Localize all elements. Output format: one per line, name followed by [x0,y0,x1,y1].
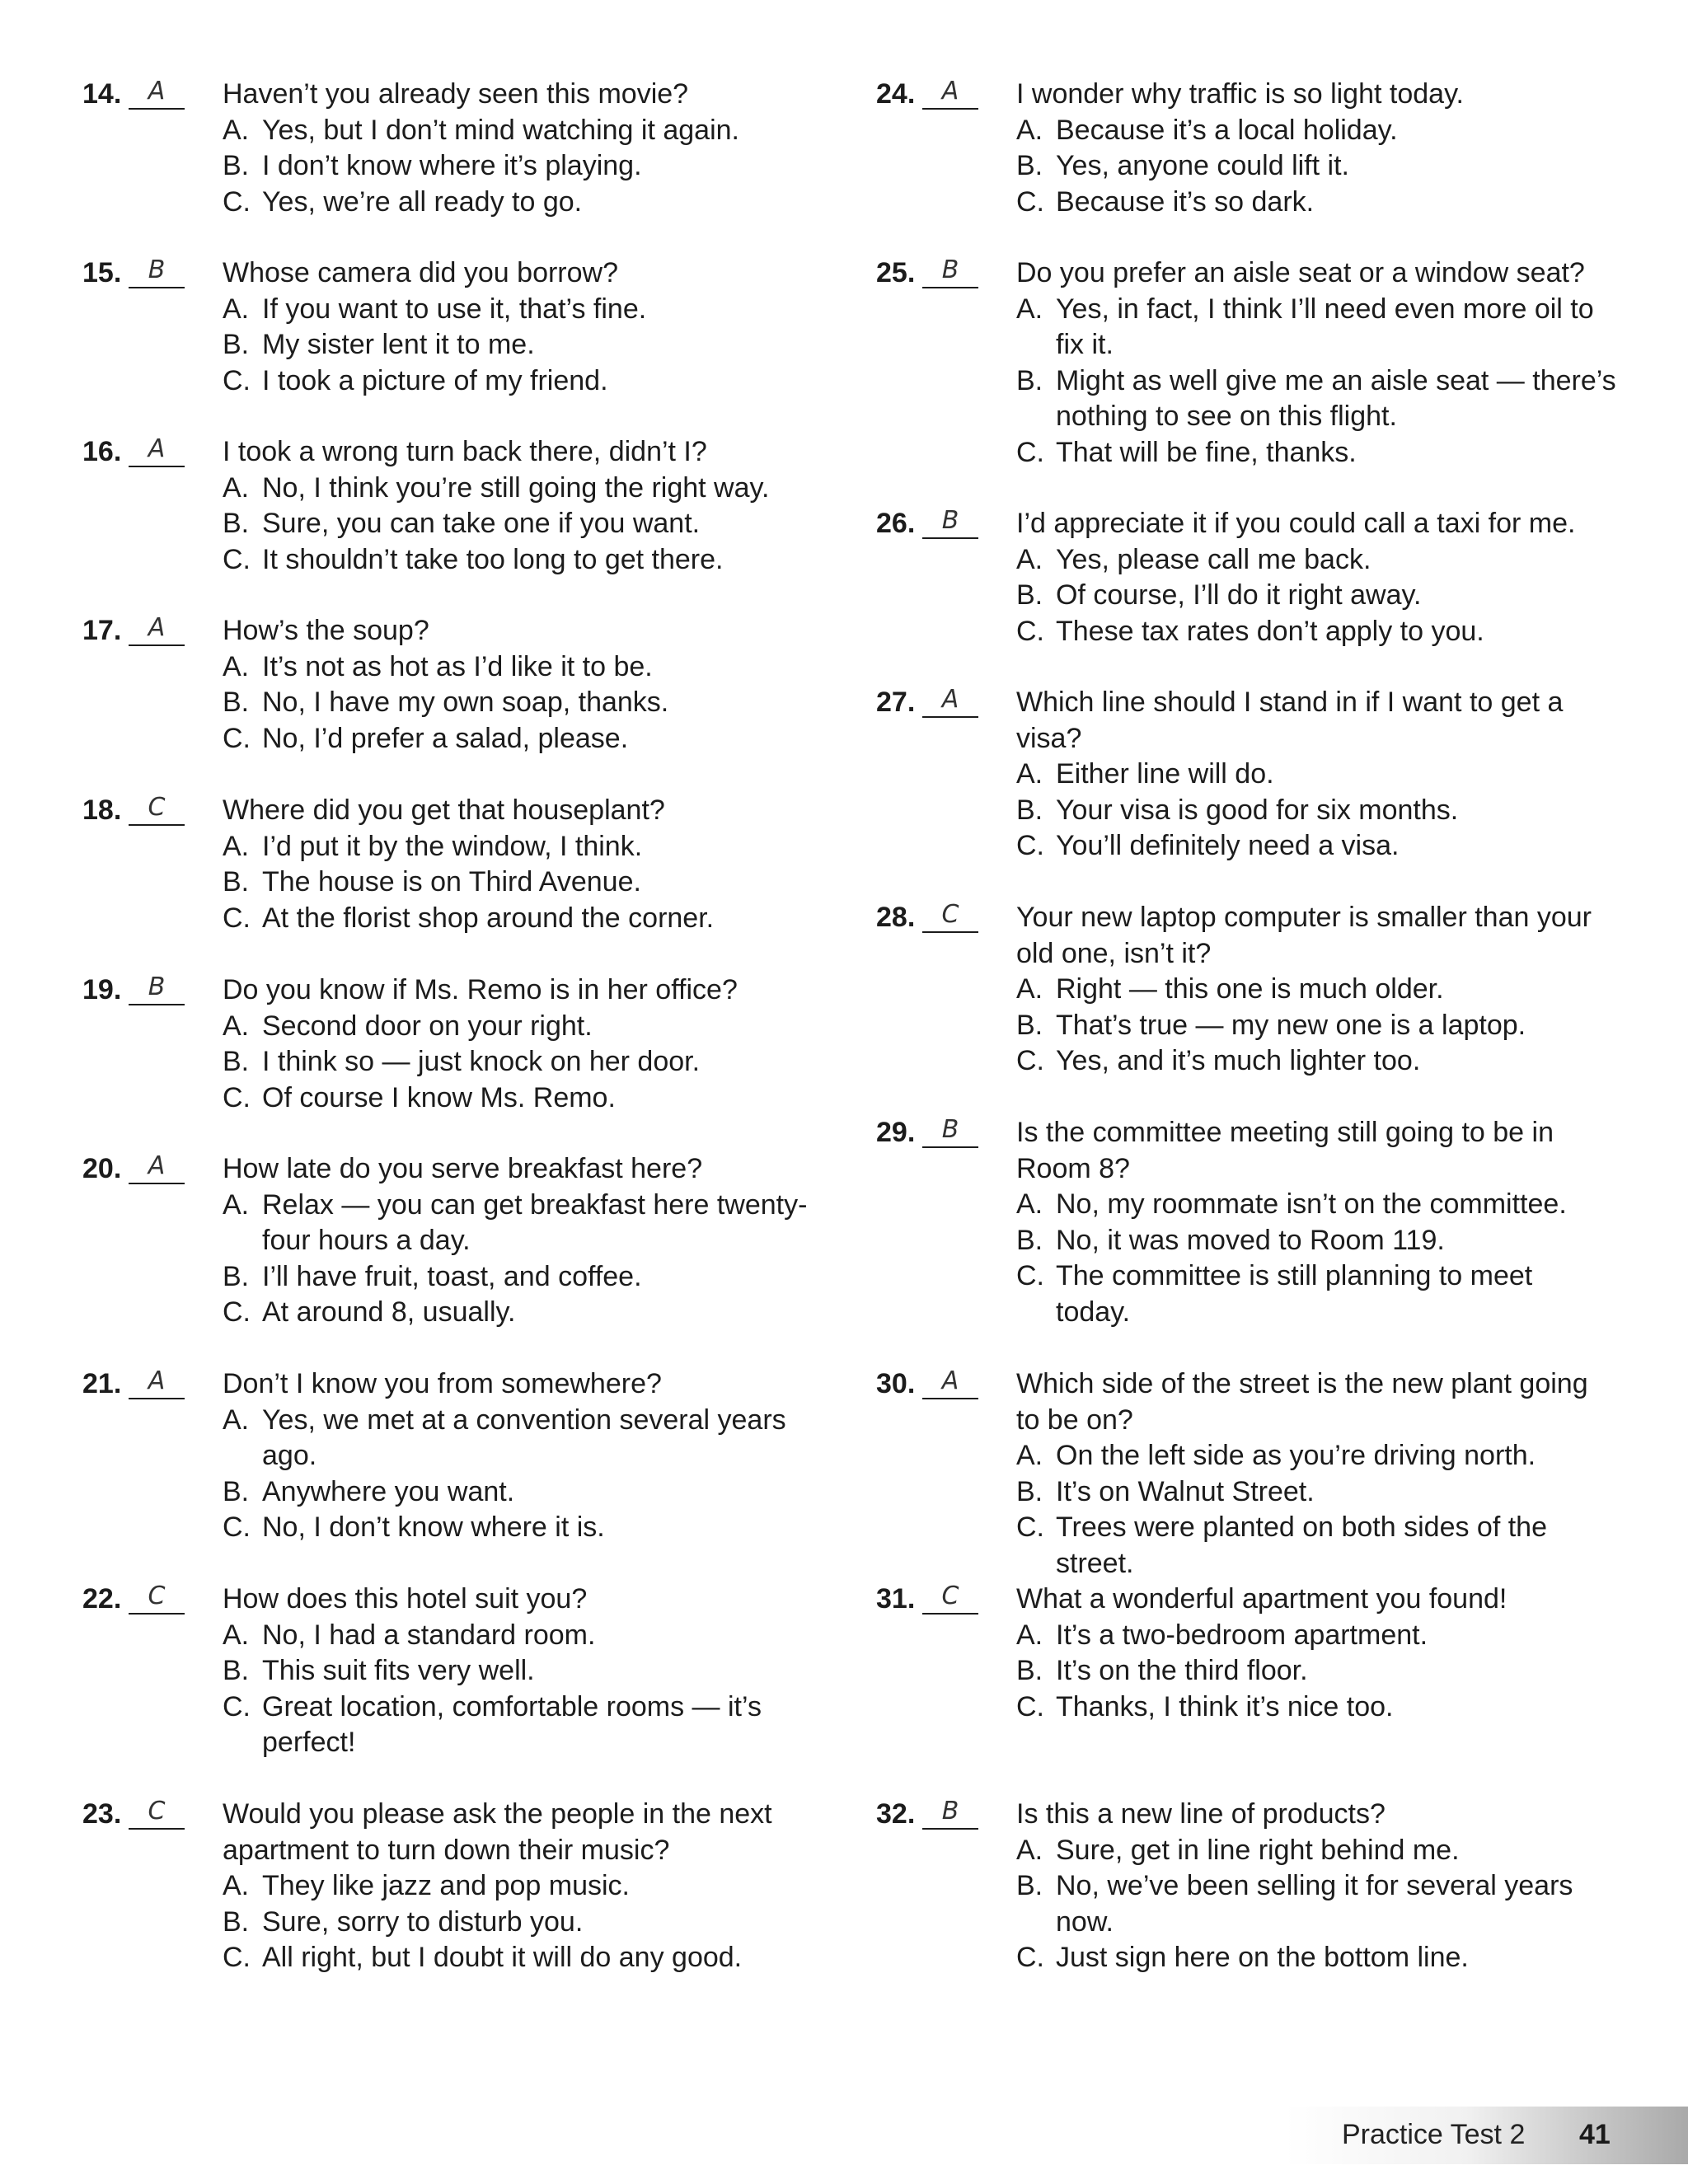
question-text: Your new laptop computer is smaller than your [1016,902,1592,933]
answer-option [876,793,1634,829]
option-letter: B. [223,1905,250,1938]
answer-blank[interactable]: B [922,506,978,539]
answer-option [876,1258,1634,1330]
option-letter: B. [223,687,250,718]
answer-option [82,471,824,507]
option-letter: C. [1016,1690,1044,1722]
option-text: No, I have my own soap, thanks. [262,687,669,718]
option-letter: A. [1016,543,1043,575]
option-letter: A. [223,1010,250,1042]
answer-option [82,1044,824,1080]
answer-option [876,363,1634,435]
answer-blank[interactable]: B [922,1797,978,1830]
option-text: Right — this one is much older. [1056,973,1444,1005]
answer-option [82,901,824,937]
answer-option [82,1474,824,1511]
question-item [82,613,824,757]
option-text: At around 8, usually. [262,1296,516,1328]
answer-option [82,1259,824,1296]
question-text-continued: apartment to turn down their music? [223,1834,670,1866]
question-number: 28. [876,902,916,933]
option-letter: C. [223,1511,251,1543]
option-letter: B. [223,1260,250,1292]
answer-option [82,1905,824,1941]
option-text: That’s true — my new one is a laptop. [1056,1009,1526,1041]
answer-blank[interactable]: A [129,1151,185,1184]
option-letter: B. [1016,579,1043,611]
answer-option [876,1043,1634,1080]
option-letter: A. [1016,1834,1043,1866]
question-number: 18. [82,794,122,826]
option-letter: A. [223,830,250,862]
option-letter: C. [1016,1511,1044,1543]
option-letter: B. [1016,1224,1043,1256]
option-letter: A. [223,1404,250,1436]
question-text-continued: Room 8? [1016,1152,1130,1184]
answer-blank[interactable]: A [922,685,978,718]
option-letter: A. [223,1188,250,1221]
question-item [82,972,824,1116]
option-letter: A. [1016,973,1043,1005]
question-header [82,1366,824,1403]
question-number: 21. [82,1368,122,1399]
option-text: These tax rates don’t apply to you. [1056,615,1484,647]
question-item [876,255,1634,471]
question-header [876,1797,1634,1833]
question-header [82,77,824,113]
answer-option [82,721,824,757]
option-text: Yes, anyone could lift it. [1056,150,1349,181]
option-letter: C. [1016,436,1044,468]
option-text: I’ll have fruit, toast, and coffee. [262,1260,642,1292]
option-text: I’d put it by the window, I think. [262,830,643,862]
question-text: Do you prefer an aisle seat or a window seat? [1016,257,1585,288]
option-letter: C. [1016,185,1044,218]
answer-option [82,113,824,149]
option-text: They like jazz and pop music. [262,1870,630,1901]
answer-blank[interactable]: C [922,1582,978,1615]
answer-option [876,1008,1634,1044]
answer-blank[interactable]: B [922,1115,978,1148]
question-number: 26. [876,508,916,539]
question-number: 30. [876,1368,916,1399]
option-letter: B. [223,150,250,181]
option-text: ago. [262,1440,317,1471]
answer-option [82,1940,824,1976]
question-text: I wonder why traffic is so light today. [1016,78,1464,110]
option-letter: B. [1016,1009,1043,1041]
option-text: Great location, comfortable rooms — it’s [262,1690,762,1722]
question-number: 29. [876,1117,916,1148]
option-text: No, my roommate isn’t on the committee. [1056,1188,1567,1220]
answer-option [876,1940,1634,1976]
option-text: Sure, get in line right behind me. [1056,1834,1460,1866]
option-text: No, it was moved to Room 119. [1056,1224,1445,1256]
option-letter: C. [223,1690,251,1722]
option-letter: A. [1016,293,1043,325]
question-number: 17. [82,615,122,646]
question-item [876,77,1634,220]
answer-option [876,1223,1634,1259]
question-header [876,1366,1634,1403]
question-header [82,255,824,292]
option-letter: B. [223,1046,250,1077]
question-number: 27. [876,687,916,718]
option-text: today. [1056,1296,1131,1328]
option-letter: C. [1016,615,1044,647]
question-text: I’d appreciate it if you could call a taxi for me. [1016,508,1576,539]
question-header [82,1582,824,1618]
answer-option [876,185,1634,221]
option-letter: A. [223,1870,250,1901]
answer-option [82,1618,824,1654]
answer-option [82,542,824,579]
option-letter: C. [223,364,251,396]
answer-blank[interactable]: B [129,255,185,288]
option-text: The committee is still planning to meet [1056,1260,1533,1291]
option-text: No, I don’t know where it is. [262,1511,605,1543]
answer-blank[interactable]: A [129,434,185,467]
option-text: four hours a day. [262,1225,471,1256]
option-text: It’s not as hot as I’d like it to be. [262,650,653,682]
option-text: This suit fits very well. [262,1655,535,1686]
question-header [876,685,1634,721]
answer-blank[interactable]: A [129,1366,185,1399]
answer-blank[interactable]: C [129,793,185,826]
question-number: 15. [82,257,122,288]
question-number: 25. [876,257,916,288]
question-number: 16. [82,436,122,467]
option-text: nothing to see on this flight. [1056,401,1397,432]
option-text: No, I’d prefer a salad, please. [262,722,629,754]
answer-option [876,1510,1634,1582]
option-text: The house is on Third Avenue. [262,866,641,898]
option-text: Yes, we’re all ready to go. [262,185,583,218]
option-text: Might as well give me an aisle seat — there’s [1056,364,1616,396]
question-text: Do you know if Ms. Remo is in her office? [223,974,738,1005]
option-letter: B. [1016,1870,1043,1901]
question-header [82,793,824,829]
answer-option [876,578,1634,614]
option-text: My sister lent it to me. [262,329,535,360]
answer-option [876,1474,1634,1511]
question-item [876,506,1634,649]
option-letter: C. [1016,1260,1044,1291]
question-item [876,1797,1634,1976]
question-header [876,900,1634,936]
question-header [876,1115,1634,1151]
option-text: Yes, and it’s much lighter too. [1056,1045,1421,1076]
option-text: perfect! [262,1727,356,1758]
question-header [82,434,824,471]
question-header [876,77,1634,113]
answer-option [876,757,1634,793]
question-header [82,1797,824,1833]
option-letter: B. [223,1655,250,1686]
question-text: Is this a new line of products? [1016,1798,1386,1830]
question-number: 23. [82,1798,122,1830]
answer-option [82,865,824,901]
option-letter: A. [223,1619,250,1651]
answer-option [876,1690,1634,1726]
answer-option [82,292,824,328]
question-item [876,1115,1634,1330]
option-text: Anywhere you want. [262,1475,515,1507]
question-item [82,77,824,220]
option-text: Yes, we met at a convention several years [262,1404,786,1436]
answer-option [82,506,824,542]
question-item [82,434,824,578]
option-text: Sure, sorry to disturb you. [262,1905,584,1938]
option-letter: A. [1016,1188,1043,1220]
option-text: Trees were planted on both sides of the [1056,1511,1547,1543]
option-letter: C. [1016,830,1044,861]
answer-option [82,148,824,185]
answer-option [82,649,824,686]
option-letter: C. [223,1081,251,1113]
answer-blank[interactable]: A [129,613,185,646]
answer-blank[interactable]: B [129,972,185,1005]
answer-option [876,972,1634,1008]
answer-option [82,363,824,400]
answer-option [876,1868,1634,1940]
question-text: Whose camera did you borrow? [223,257,619,288]
question-item [876,685,1634,865]
answer-blank[interactable]: A [922,77,978,110]
option-letter: C. [223,543,251,575]
option-text: It shouldn’t take too long to get there. [262,543,724,575]
option-text: now. [1056,1905,1114,1938]
option-letter: B. [1016,364,1043,396]
answer-option [82,1510,824,1546]
question-text: I took a wrong turn back there, didn’t I? [223,436,707,467]
answer-blank[interactable]: C [129,1797,185,1830]
option-letter: A. [1016,1619,1043,1651]
option-letter: B. [1016,1475,1043,1507]
option-letter: C. [1016,1942,1044,1973]
answer-option [876,614,1634,650]
answer-option [876,113,1634,149]
option-text: Relax — you can get breakfast here twenty- [262,1188,808,1221]
option-letter: B. [223,329,250,360]
option-text: It’s a two-bedroom apartment. [1056,1619,1428,1651]
answer-option [82,1295,824,1331]
option-text: Either line will do. [1056,758,1274,790]
option-text: At the florist shop around the corner. [262,902,715,934]
answer-option [876,1653,1634,1690]
answer-option [82,1403,824,1474]
answer-option [82,685,824,721]
option-letter: A. [223,293,250,325]
option-text: I don’t know where it’s playing. [262,150,642,181]
option-text: Yes, please call me back. [1056,543,1372,575]
answer-option [876,542,1634,579]
answer-blank[interactable]: B [922,255,978,288]
option-letter: C. [223,1942,251,1973]
option-text: It’s on Walnut Street. [1056,1475,1315,1507]
option-text: Of course, I’ll do it right away. [1056,579,1422,611]
answer-option [876,435,1634,471]
question-text-continued: to be on? [1016,1404,1133,1436]
question-text: Don’t I know you from somewhere? [223,1368,662,1399]
question-header [82,1151,824,1188]
option-letter: B. [1016,150,1043,181]
option-letter: A. [223,471,250,504]
option-text: I think so — just knock on her door. [262,1046,701,1077]
option-letter: A. [223,650,250,682]
question-item [82,255,824,399]
option-text: Sure, you can take one if you want. [262,508,701,539]
question-text-continued: visa? [1016,722,1082,754]
answer-option [876,292,1634,363]
option-letter: B. [223,866,250,898]
answer-option [876,1833,1634,1869]
answer-option [876,148,1634,185]
question-item [82,1366,824,1546]
option-letter: B. [223,1475,250,1507]
question-text: Where did you get that houseplant? [223,794,665,826]
answer-option [876,1438,1634,1474]
answer-option [82,1868,824,1905]
option-text: I took a picture of my friend. [262,364,608,396]
option-text: All right, but I doubt it will do any good. [262,1942,743,1973]
option-text: If you want to use it, that’s fine. [262,293,647,325]
option-letter: A. [223,114,250,146]
question-item [876,900,1634,1080]
question-item [82,793,824,936]
option-text: You’ll definitely need a visa. [1056,830,1400,861]
option-letter: B. [223,508,250,539]
question-item [82,1797,824,1976]
answer-blank[interactable]: C [922,900,978,933]
question-number: 24. [876,78,916,110]
option-text: No, we’ve been selling it for several years [1056,1870,1573,1901]
footer-label: Practice Test 2 [1342,2119,1526,2150]
answer-option [82,1080,824,1117]
answer-blank[interactable]: A [922,1366,978,1399]
option-letter: C. [1016,1045,1044,1076]
answer-option [82,185,824,221]
question-header [876,255,1634,292]
question-item [876,1366,1634,1582]
answer-option [876,1187,1634,1223]
option-text: Second door on your right. [262,1010,593,1042]
question-item [82,1582,824,1761]
option-text: fix it. [1056,329,1114,360]
option-letter: B. [1016,794,1043,826]
option-letter: C. [223,185,251,218]
question-text: Is the committee meeting still going to be in [1016,1117,1554,1148]
question-number: 19. [82,974,122,1005]
page-number: 41 [1579,2119,1611,2150]
answer-option [82,1690,824,1761]
option-text: It’s on the third floor. [1056,1655,1308,1686]
question-text: How late do you serve breakfast here? [223,1153,703,1184]
question-header [876,506,1634,542]
answer-option [82,1188,824,1259]
option-letter: C. [223,1296,251,1328]
option-text: Because it’s a local holiday. [1056,114,1398,146]
question-text: How’s the soup? [223,615,429,646]
answer-option [82,1009,824,1045]
question-text: Would you please ask the people in the next [223,1798,772,1830]
answer-blank[interactable]: C [129,1582,185,1615]
option-text: Yes, in fact, I think I’ll need even more oil to [1056,293,1594,325]
answer-option [82,327,824,363]
question-item [876,1582,1634,1725]
option-text: Of course I know Ms. Remo. [262,1081,616,1113]
option-text: No, I had a standard room. [262,1619,596,1651]
question-number: 14. [82,78,122,110]
option-text: Yes, but I don’t mind watching it again. [262,114,739,146]
answer-option [82,1653,824,1690]
answer-option [876,828,1634,865]
option-text: Just sign here on the bottom line. [1056,1942,1469,1973]
question-text-continued: old one, isn’t it? [1016,937,1212,969]
question-item [82,1151,824,1331]
option-letter: C. [223,722,251,754]
answer-option [82,829,824,865]
answer-blank[interactable]: A [129,77,185,110]
question-number: 32. [876,1798,916,1830]
question-header [876,1582,1634,1618]
option-text: No, I think you’re still going the right way. [262,471,770,504]
question-number: 31. [876,1583,916,1615]
question-text: What a wonderful apartment you found! [1016,1583,1507,1615]
question-text: Which line should I stand in if I want to get a [1016,687,1564,718]
option-letter: A. [1016,1440,1043,1471]
question-number: 22. [82,1583,122,1615]
question-header [82,972,824,1009]
option-text: Because it’s so dark. [1056,185,1315,218]
option-text: Your visa is good for six months. [1056,794,1459,826]
question-text: How does this hotel suit you? [223,1583,588,1615]
option-text: That will be fine, thanks. [1056,436,1357,468]
option-letter: C. [223,902,251,934]
option-letter: A. [1016,114,1043,146]
question-number: 20. [82,1153,122,1184]
answer-option [876,1618,1634,1654]
option-text: street. [1056,1547,1134,1579]
option-letter: B. [1016,1655,1043,1686]
question-header [82,613,824,649]
question-text: Which side of the street is the new plant going [1016,1368,1588,1399]
option-text: On the left side as you’re driving north. [1056,1440,1536,1471]
question-text: Haven’t you already seen this movie? [223,78,689,110]
option-letter: A. [1016,758,1043,790]
option-text: Thanks, I think it’s nice too. [1056,1690,1394,1722]
